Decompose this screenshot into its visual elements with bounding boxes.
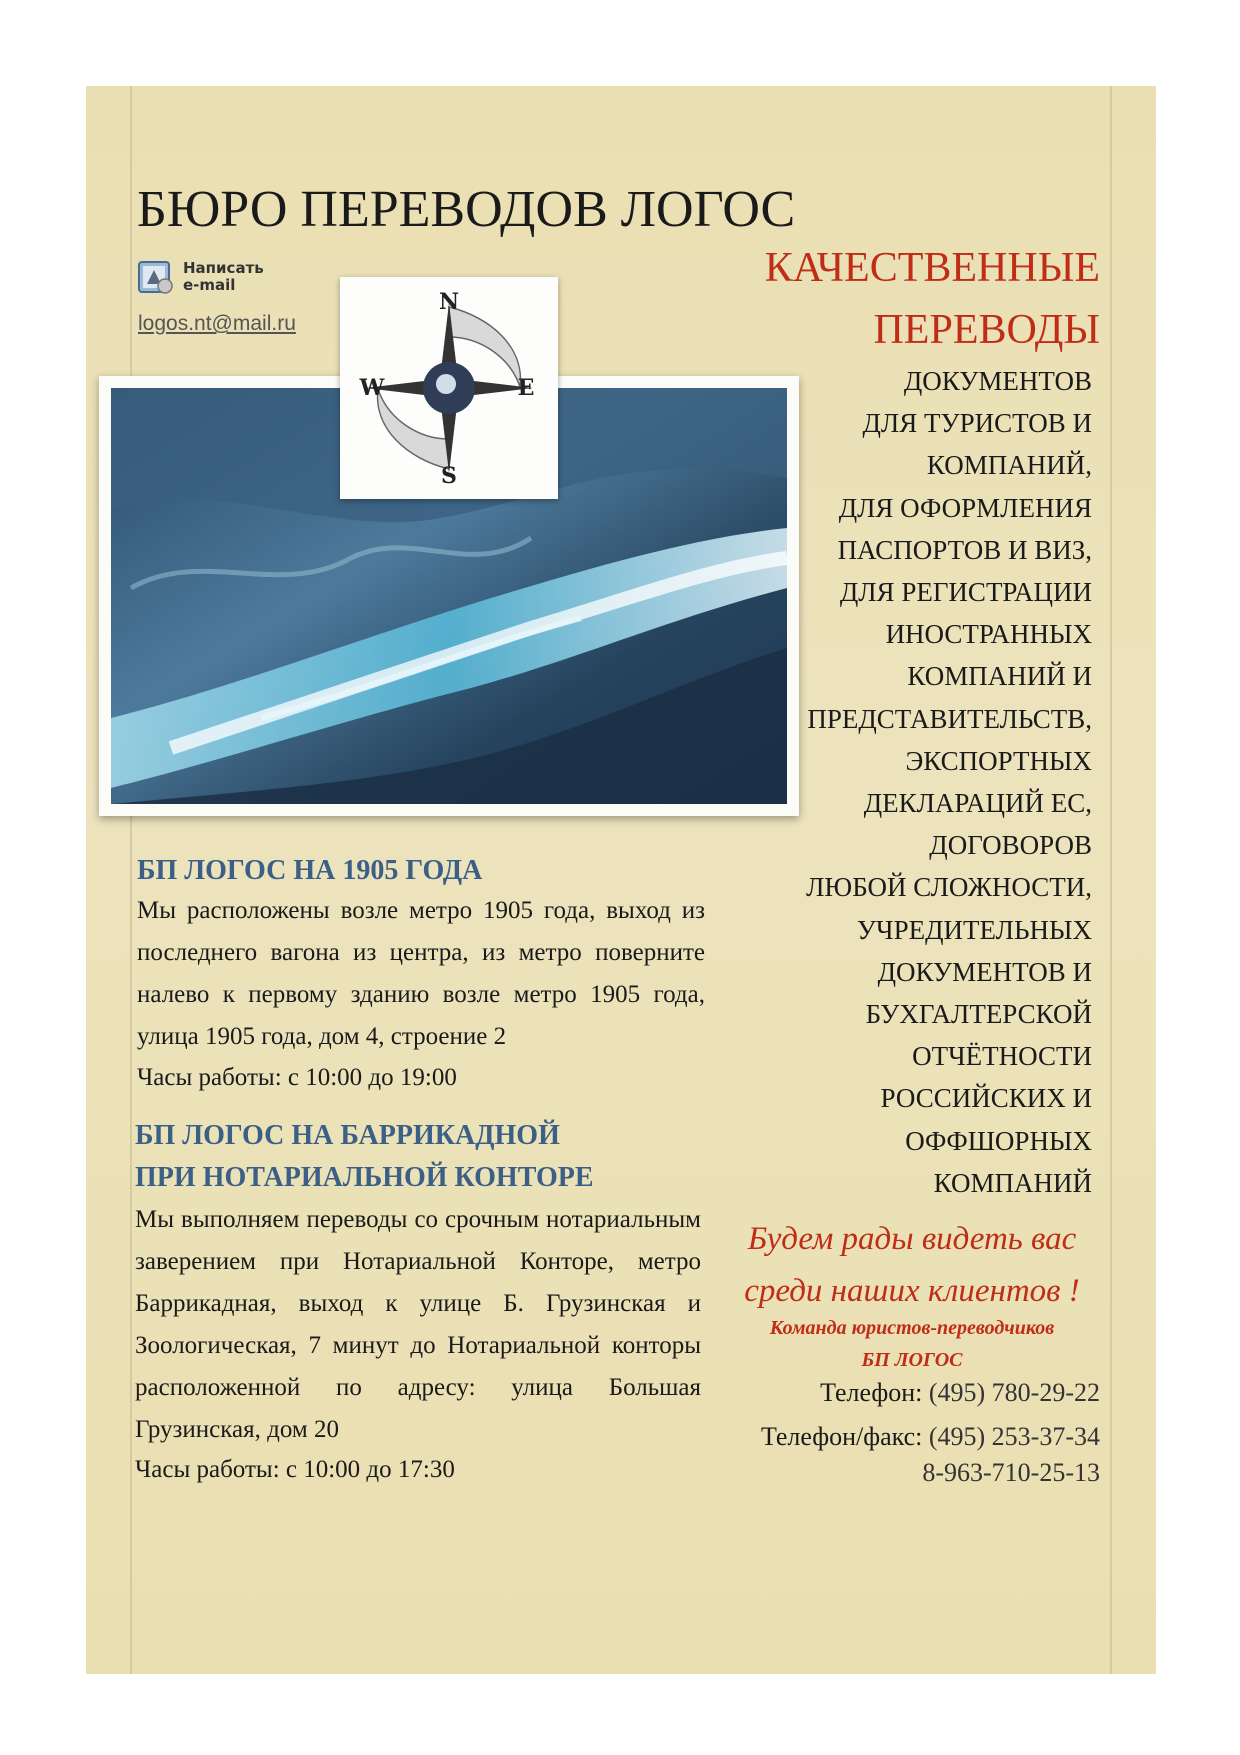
office2-text: Мы выполняем переводы со срочным нотариальным заверением при Нотариальной Конторе, метро Баррикадная, выход к улице Б. Грузинская и Зоологическая, 7 минут до Нотариальной конторы расположенной по адресу: улица Большая Грузинская, дом 20 (135, 1206, 701, 1443)
compass-e-label: E (517, 375, 535, 401)
services-list (782, 360, 1092, 1204)
compass-w-label: W (359, 375, 385, 401)
welcome-text: Будем рады видеть вас среди наших клиентов ! (744, 1221, 1080, 1309)
fax-label: Телефон/факс: (760, 1422, 923, 1451)
service-line: ПАСПОРТОВ И ВИЗ, (837, 534, 1092, 565)
phone-number: (495) 780-29-22 (928, 1378, 1100, 1407)
service-line: ДОГОВОРОВ (929, 830, 1092, 861)
page-title: БЮРО ПЕРЕВОДОВ ЛОГОС (137, 181, 796, 238)
phone-line (820, 1378, 1100, 1408)
service-line: ОФФШОРНЫХ (905, 1125, 1092, 1156)
email-link[interactable]: logos.nt@mail.ru (138, 312, 296, 335)
service-line: ИНОСТРАННЫХ (885, 619, 1092, 650)
service-line: КОМПАНИЙ (933, 1167, 1092, 1198)
team-line1: Команда юристов-переводчиков (769, 1317, 1055, 1339)
service-line: БУХГАЛТЕРСКОЙ (865, 999, 1092, 1030)
service-line: ЭКСПОРТНЫХ (905, 745, 1092, 776)
headline-line2: ПЕРЕВОДЫ (873, 307, 1100, 353)
office2-hours: Часы работы: с 10:00 до 17:30 (135, 1456, 455, 1483)
service-line: ДЕКЛАРАЦИЙ ЕС, (863, 788, 1092, 819)
compass-rose-image (340, 277, 558, 499)
service-line: РОССИЙСКИХ И (880, 1083, 1092, 1114)
service-line: ДОКУМЕНТОВ И (877, 956, 1092, 987)
fax-line (761, 1422, 1100, 1452)
service-line: ДЛЯ РЕГИСТРАЦИИ (839, 577, 1092, 608)
mobile-line (922, 1458, 1100, 1488)
service-line: ДЛЯ ТУРИСТОВ И (862, 408, 1092, 439)
service-line: ПРЕДСТАВИТЕЛЬСТВ, (807, 703, 1092, 734)
write-email-label-line2: e-mail (183, 276, 236, 294)
headline-line1: КАЧЕСТВЕННЫЕ (764, 245, 1100, 291)
service-line: ОТЧЁТНОСТИ (912, 1041, 1092, 1072)
phone-label: Телефон: (820, 1378, 923, 1407)
write-email-button[interactable] (137, 258, 264, 296)
compass-s-label: S (441, 463, 457, 489)
compass-n-label: N (438, 289, 460, 315)
service-line: УЧРЕДИТЕЛЬНЫХ (856, 914, 1092, 945)
office2-heading-line2: ПРИ НОТАРИАЛЬНОЙ КОНТОРЕ (135, 1162, 594, 1193)
service-line: КОМПАНИЙ, (926, 450, 1092, 481)
office1-hours: Часы работы: с 10:00 до 19:00 (137, 1064, 457, 1091)
office1-heading: БП ЛОГОС НА 1905 ГОДА (137, 855, 483, 886)
service-line: КОМПАНИЙ И (907, 661, 1092, 692)
fax-number: (495) 253-37-34 (928, 1422, 1100, 1451)
team-line2: БП ЛОГОС (861, 1349, 963, 1371)
service-line: ДЛЯ ОФОРМЛЕНИЯ (838, 492, 1092, 523)
write-email-label-line1: Написать (183, 259, 264, 277)
team-signature (727, 1312, 1097, 1376)
mobile-number: 8-963-710-25-13 (922, 1458, 1100, 1487)
mail-stamp-icon (137, 258, 175, 296)
office1-text: Мы расположены возле метро 1905 года, выход из последнего вагона из центра, из метро поверните налево к первому зданию возле метро 1905 года, улица 1905 года, дом 4, строение 2 (137, 897, 705, 1050)
service-line: ДОКУМЕНТОВ (903, 366, 1092, 396)
service-line: ЛЮБОЙ СЛОЖНОСТИ, (806, 872, 1092, 903)
office2-heading-line1: БП ЛОГОС НА БАРРИКАДНОЙ (135, 1120, 560, 1151)
